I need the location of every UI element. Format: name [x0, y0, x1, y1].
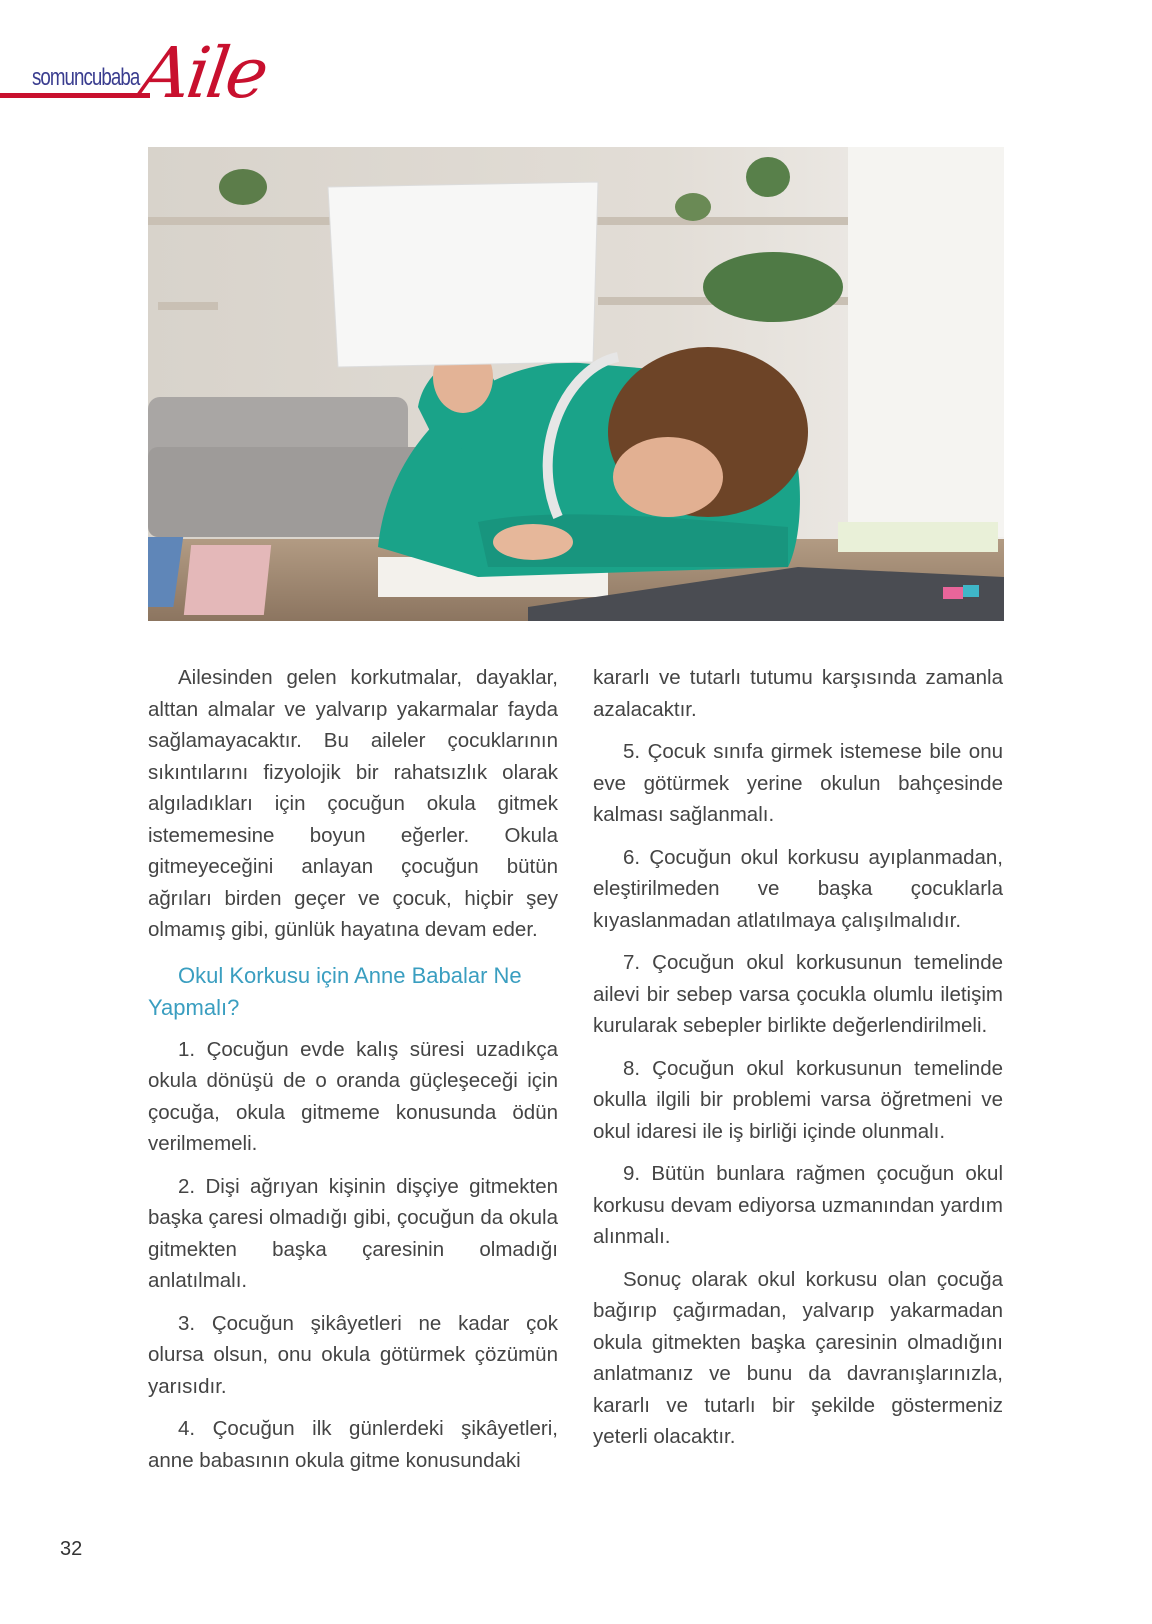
section-heading: Okul Korkusu için Anne Babalar Ne Yapmalı?: [148, 962, 522, 1020]
magazine-header: [0, 30, 271, 114]
list-item-9: 9. Bütün bunlara rağmen çocuğun okul korkusu devam ediyorsa uzmanından yardım alınmalı.: [593, 1162, 1003, 1248]
conclusion-paragraph: Sonuç olarak okul korkusu olan çocuğa bağırıp çağırmadan, yalvarıp yakarmadan okula gitmekten başka çaresinin olmadığını anlatmanız ve bunu da davranışlarınızla, kararlı ve tutarlı bir şekilde göstermeniz yeterli olacaktır.: [593, 1267, 1003, 1448]
list-item-1: 1. Çocuğun evde kalış süresi uzadıkça okula dönüşü de o oranda güçleşeceği için çocuğa, okula gitmeme konusunda ödün verilmemeli.: [148, 1037, 558, 1155]
list-item-5: 5. Çocuk sınıfa girmek istemese bile onu eve götürmek yerine okulun bahçesinde kalması sağlanmalı.: [593, 740, 1003, 826]
brand-part2: baba: [101, 64, 140, 91]
left-column: [148, 662, 558, 1487]
brand-script-aile: Aile: [134, 32, 271, 114]
list-item-4: 4. Çocuğun ilk günlerdeki şikâyetleri, anne babasının okula gitme konusundaki: [148, 1417, 558, 1472]
header-red-bar: [0, 93, 150, 98]
brand-part1: somuncu: [32, 64, 102, 91]
list-item-3: 3. Çocuğun şikâyetleri ne kadar çok olursa olsun, onu okula götürmek çözümün yarısıdır.: [148, 1311, 558, 1398]
right-column: [593, 662, 1003, 1464]
page-number: 32: [60, 1538, 83, 1560]
list-item-2: 2. Dişi ağrıyan kişinin dişçiye gitmekten başka çaresi olmadığı gibi, çocuğun da okula gitmekten başka çaresinin olmadığı anlatılmalı.: [148, 1174, 558, 1292]
intro-paragraph: Ailesinden gelen korkutmalar, dayaklar, alttan almalar ve yalvarıp yakarmalar fayda sağlamayacaktır. Bu aileler çocuklarının sıkıntılarını fizyolojik bir rahatsızlık olarak algıladıkları için çocuğun okula gitmek istememesine boyun eğerler. Okula gitmeyeceğini anlayan çocuğun bütün ağrıları birden geçer ve çocuk, hiçbir şey olmamış gibi, günlük hayatına devam eder.: [148, 666, 558, 941]
article-photo: [148, 147, 1004, 621]
brand-logo: [32, 64, 139, 92]
list-item-7: 7. Çocuğun okul korkusunun temelinde ailevi bir sebep varsa çocukla olumlu iletişim kurularak sebepler birlikte değerlendirilmeli.: [593, 951, 1003, 1037]
list-item-6: 6. Çocuğun okul korkusu ayıplanmadan, eleştirilmeden ve başka çocuklarla kıyaslanmadan atlatılmaya çalışılmalıdır.: [593, 845, 1003, 932]
list-item-8: 8. Çocuğun okul korkusunun temelinde okulla ilgili bir problemi varsa öğretmeni ve okul idaresi ile iş birliği içinde olunmalı.: [593, 1056, 1003, 1143]
list-item-4-continued: kararlı ve tutarlı tutumu karşısında zamanla azalacaktır.: [593, 666, 1003, 721]
